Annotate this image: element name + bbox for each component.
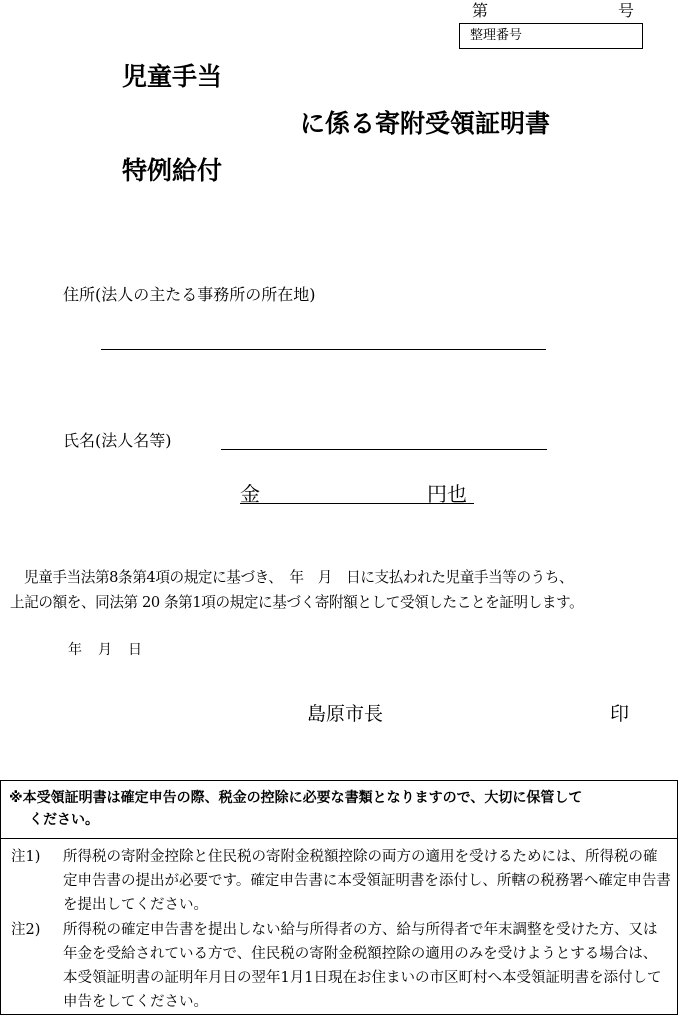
notice-heading: [9, 787, 673, 831]
note-2-text: 所得税の確定申告書を提出しない給与所得者の方、給与所得者で年末調整を受けた方、又は年金を受給されている方で、住民税の寄附金税額控除の適用のみを受けようとする場合は、本受領証明書の証明年月日の翌年1月1日現在お住まいの市区町村へ本受領証明書を添付して申告をしてください。: [63, 922, 662, 1010]
title-main: に係る寄附受領証明書: [300, 109, 551, 138]
amount-underline: [240, 503, 474, 504]
number-suffix: 号: [618, 1, 635, 20]
issuer-title: 島原市長: [307, 703, 384, 725]
seal-mark: 印: [610, 703, 630, 725]
address-label: 住所(法人の主たる事務所の所在地): [63, 285, 316, 304]
statement-line-2: 上記の額を、同法第 20 条第1項の規定に基づく寄附額として受領したことを証明します。: [10, 594, 584, 611]
note-2-label: 注2): [11, 922, 41, 938]
address-line: [101, 349, 546, 350]
amount-prefix: 金: [240, 482, 260, 506]
number-prefix: 第: [472, 1, 489, 20]
registration-number-box: [459, 23, 643, 49]
amount-suffix: 円也: [427, 482, 467, 506]
note-1-label: 注1): [11, 849, 41, 865]
title-special-benefit: 特例給付: [122, 156, 223, 185]
note-1-text: 所得税の寄附金控除と住民税の寄附金税額控除の両方の適用を受けるためには、所得税の確定申告書の提出が必要です。確定申告書に本受領証明書を添付し、所轄の税務署へ確定申告書を提出してください。: [63, 849, 671, 913]
name-label: 氏名(法人名等): [63, 431, 172, 450]
notice-heading-line-1: ※本受領証明書は確定申告の際、税金の控除に必要な書類となりますので、大切に保管して: [9, 790, 583, 806]
statement-line-1: 児童手当法第8条第4項の規定に基づき、 年 月 日に支払われた児童手当等のうち、: [24, 569, 574, 586]
registration-number-label: 整理番号: [470, 28, 523, 43]
notice-box: [0, 780, 678, 1015]
title-child-allowance: 児童手当: [122, 62, 223, 91]
name-line: [221, 449, 547, 450]
notice-divider: [1, 838, 677, 839]
certificate-date: 年 月 日: [68, 642, 143, 658]
notice-heading-line-2: ください。: [29, 812, 99, 828]
